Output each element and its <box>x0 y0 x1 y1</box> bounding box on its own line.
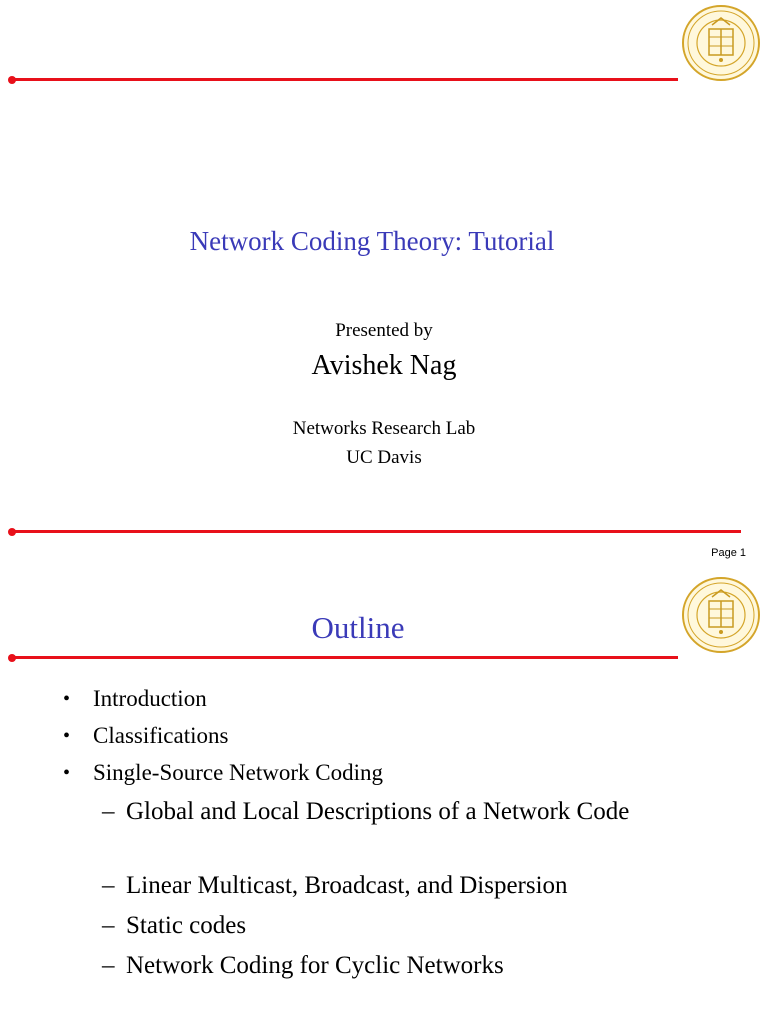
sub-list-item: – Static codes <box>126 909 646 943</box>
sub-list-item: – Global and Local Descriptions of a Network Code <box>126 795 646 829</box>
sub-list-item: – Network Coding for Cyclic Networks <box>126 949 646 983</box>
slide-title: Network Coding Theory: Tutorial <box>189 226 555 256</box>
uc-davis-seal-icon <box>681 4 761 82</box>
affiliation-lab: Networks Research Lab <box>292 418 476 439</box>
slide-2 <box>0 570 768 1024</box>
list-item: • Single-Source Network Coding <box>93 758 383 788</box>
outline-rule <box>10 656 678 659</box>
sub-list-item: – Linear Multicast, Broadcast, and Dispersion <box>126 869 646 903</box>
page-number: Page 1 <box>711 547 746 559</box>
affiliation-university: UC Davis <box>346 447 422 468</box>
presenter-name: Avishek Nag <box>311 350 457 381</box>
outline-title: Outline <box>311 610 405 645</box>
list-item: • Classifications <box>93 721 228 751</box>
top-rule <box>10 78 678 81</box>
presented-by-label: Presented by <box>335 320 433 341</box>
list-item: • Introduction <box>93 684 207 714</box>
bottom-rule <box>10 530 741 533</box>
